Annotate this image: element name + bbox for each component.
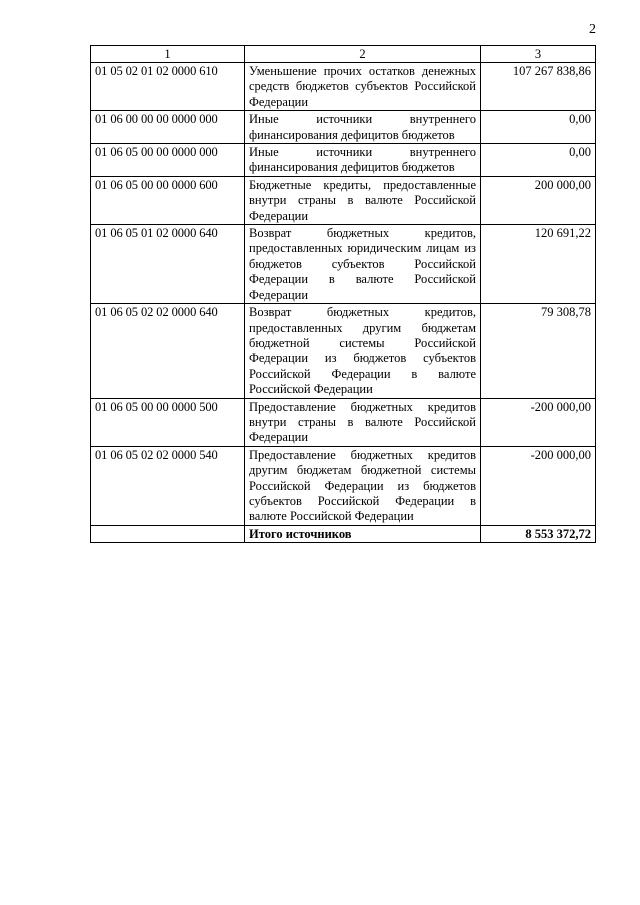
table-row xyxy=(91,111,596,144)
row-code: 01 05 02 01 02 0000 610 xyxy=(91,63,245,111)
total-label: Итого источников xyxy=(245,525,481,542)
table-row xyxy=(91,398,596,446)
row-code: 01 06 05 00 00 0000 500 xyxy=(91,398,245,446)
table-row xyxy=(91,63,596,111)
row-code: 01 06 05 01 02 0000 640 xyxy=(91,225,245,304)
row-code: 01 06 05 02 02 0000 540 xyxy=(91,446,245,525)
table-row xyxy=(91,446,596,525)
row-amount: 79 308,78 xyxy=(481,304,596,398)
row-amount: 120 691,22 xyxy=(481,225,596,304)
table-row xyxy=(91,144,596,177)
row-name: Иные источники внутреннего финансирования дефицитов бюджетов xyxy=(245,144,481,177)
row-name: Бюджетные кредиты, предоставленные внутри страны в валюте Российской Федерации xyxy=(245,176,481,224)
column-header-amount: 3 xyxy=(481,46,596,63)
row-amount: -200 000,00 xyxy=(481,446,596,525)
row-code: 01 06 00 00 00 0000 000 xyxy=(91,111,245,144)
page-number: 2 xyxy=(589,22,596,37)
row-amount: 0,00 xyxy=(481,111,596,144)
row-name: Иные источники внутреннего финансирования дефицитов бюджетов xyxy=(245,111,481,144)
row-amount: 0,00 xyxy=(481,144,596,177)
row-code: 01 06 05 00 00 0000 000 xyxy=(91,144,245,177)
row-code: 01 06 05 00 00 0000 600 xyxy=(91,176,245,224)
column-header-code: 1 xyxy=(91,46,245,63)
row-name: Предоставление бюджетных кредитов другим бюджетам бюджетной системы Российской Федерации из бюджетов субъектов Российской Федерации в валюте Российской Федерации xyxy=(245,446,481,525)
total-code xyxy=(91,525,245,542)
row-name: Возврат бюджетных кредитов, предоставленных юридическим лицам из бюджетов субъектов Российской Федерации в валюте Российской Федерации xyxy=(245,225,481,304)
row-name: Возврат бюджетных кредитов, предоставленных другим бюджетам бюджетной системы Российской Федерации из бюджетов субъектов Российской Федерации в валюте Российской Федерации xyxy=(245,304,481,398)
sources-table xyxy=(90,45,596,543)
table-row xyxy=(91,176,596,224)
column-header-name: 2 xyxy=(245,46,481,63)
table-row xyxy=(91,225,596,304)
table-header-row xyxy=(91,46,596,63)
row-amount: -200 000,00 xyxy=(481,398,596,446)
row-code: 01 06 05 02 02 0000 640 xyxy=(91,304,245,398)
row-name: Уменьшение прочих остатков денежных средств бюджетов субъектов Российской Федерации xyxy=(245,63,481,111)
table-row xyxy=(91,304,596,398)
row-amount: 107 267 838,86 xyxy=(481,63,596,111)
total-row xyxy=(91,525,596,542)
row-name: Предоставление бюджетных кредитов внутри страны в валюте Российской Федерации xyxy=(245,398,481,446)
total-amount: 8 553 372,72 xyxy=(481,525,596,542)
row-amount: 200 000,00 xyxy=(481,176,596,224)
